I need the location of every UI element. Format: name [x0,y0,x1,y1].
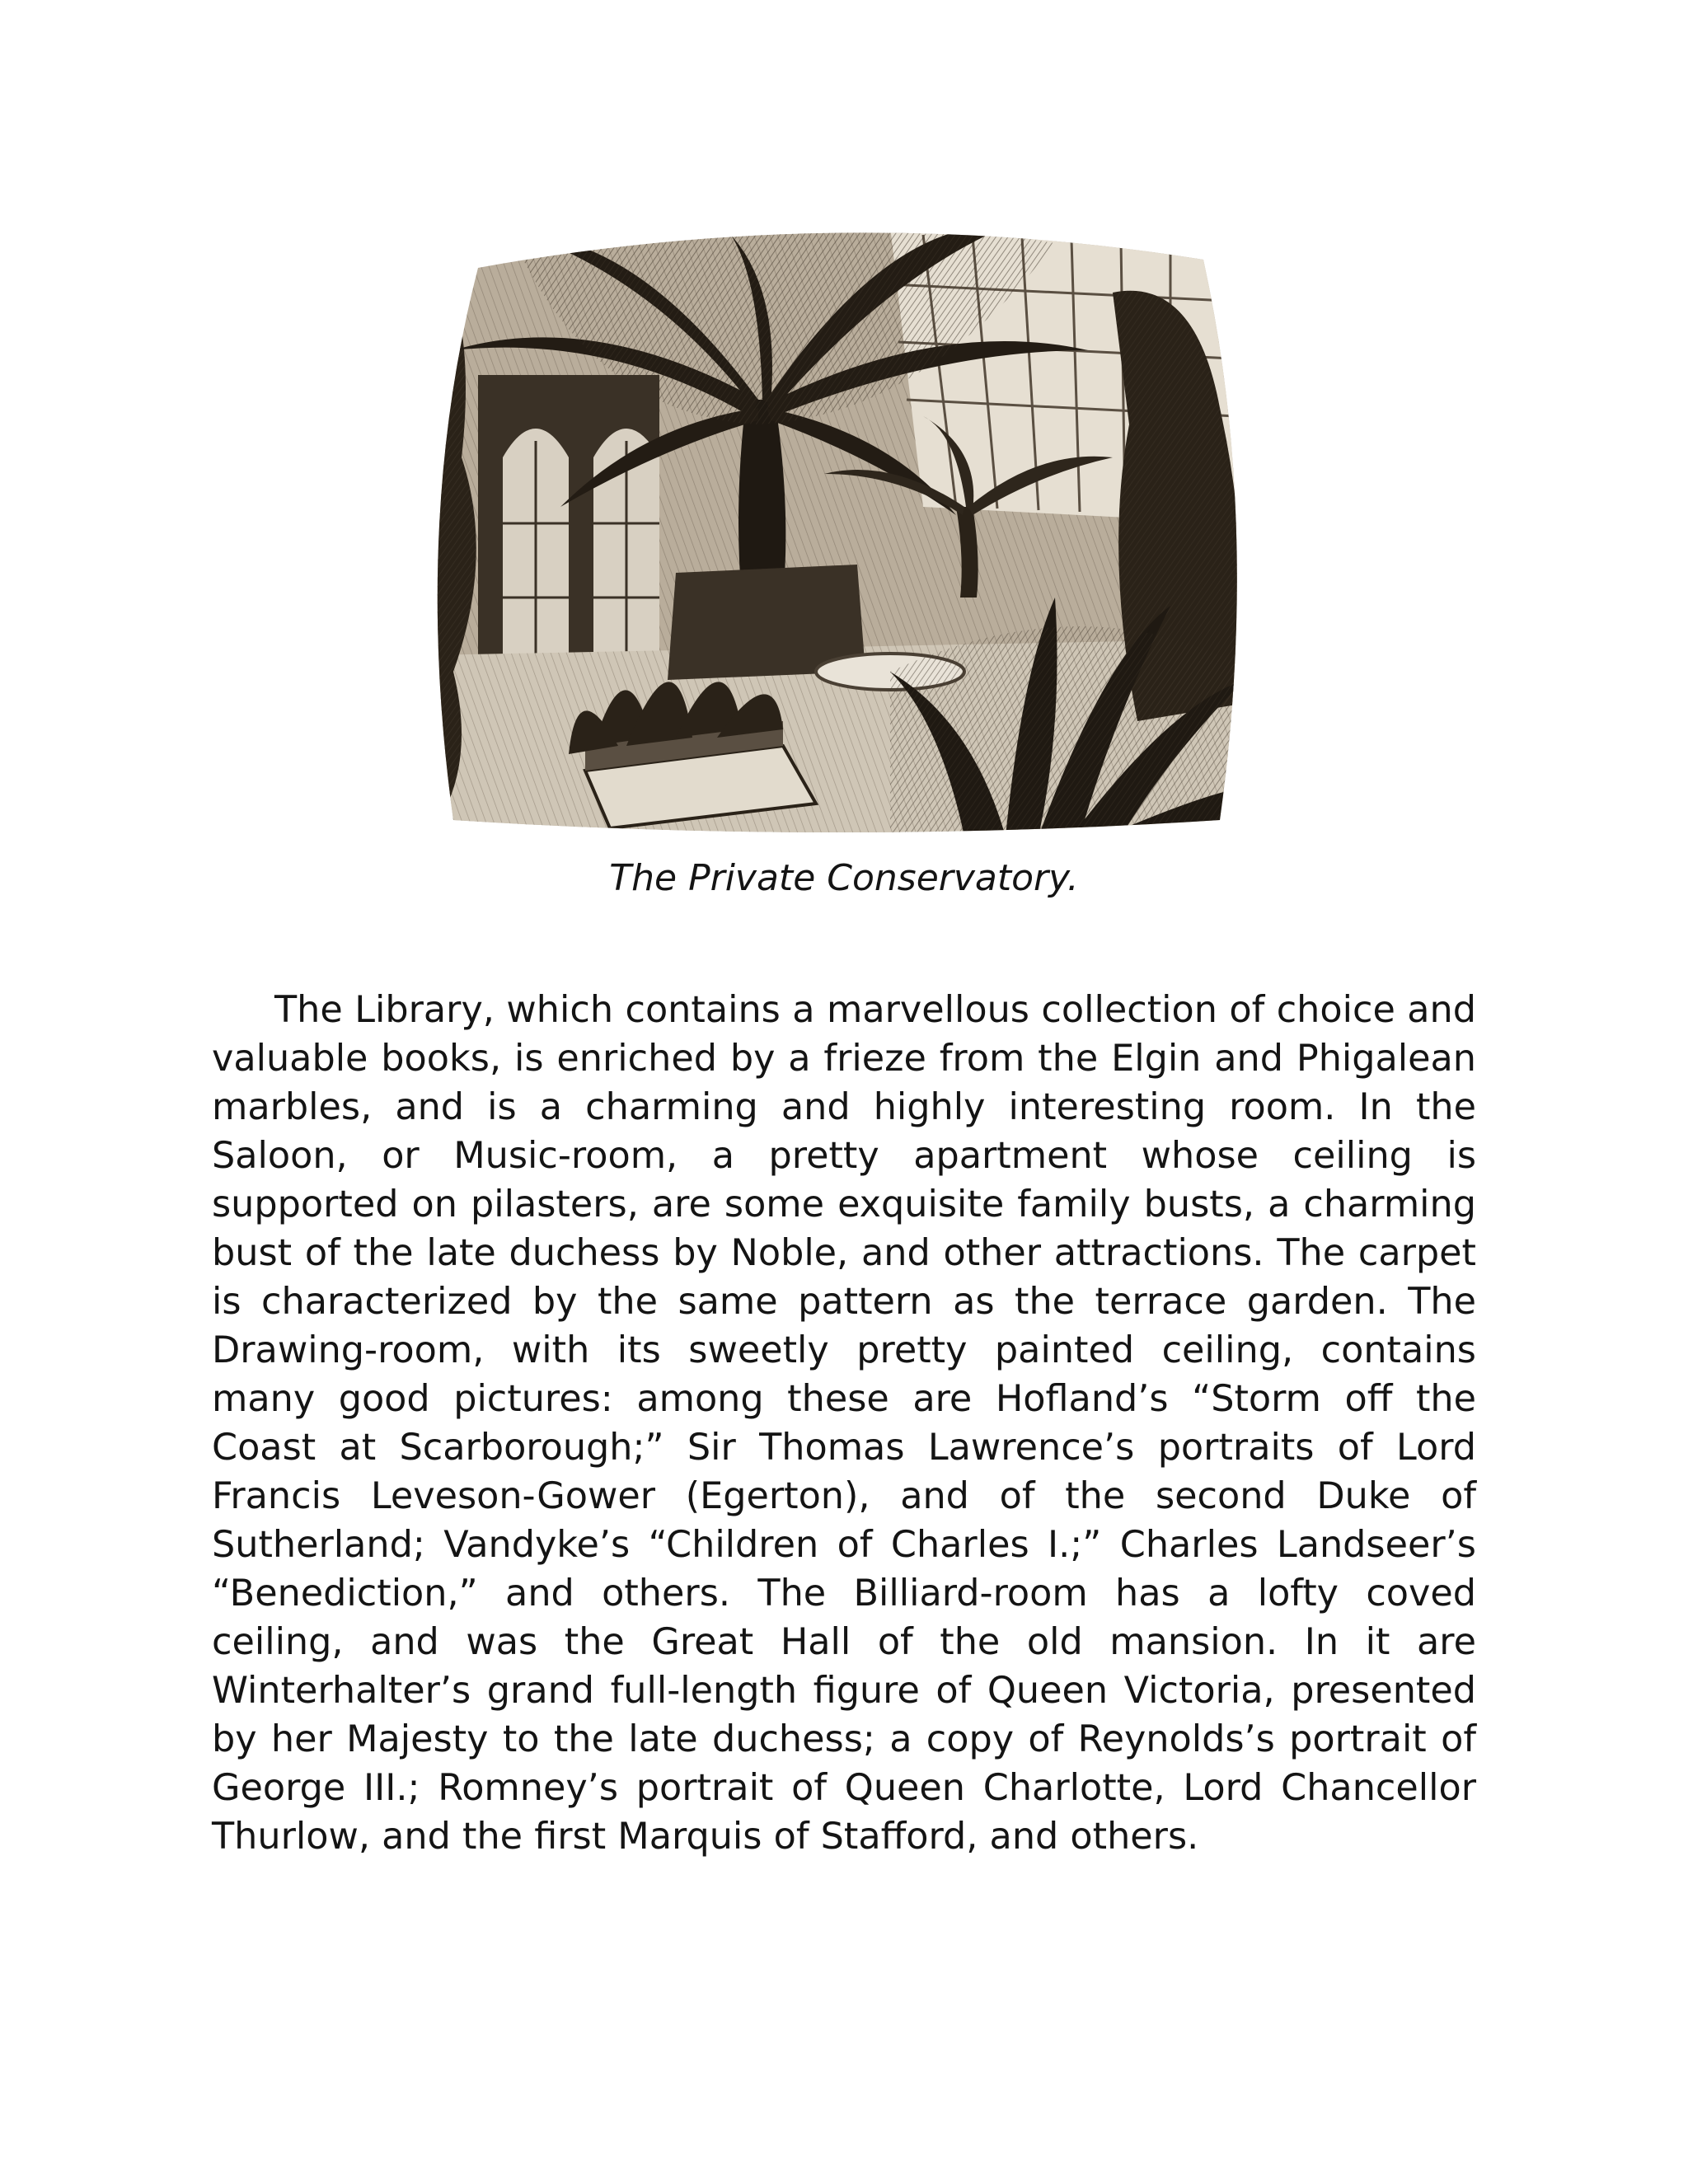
body-paragraph: The Library, which contains a marvellous collection of choice and valuable books, is enriched by a frieze from the Elgin and Phigalean marbles, and is a charming and highly interesting room. In the Saloon, or Music-room, a pretty apartment whose ceiling is supported on pilasters, are some exquisite family busts, a charming bust of the late duchess by Noble, and other attractions. The carpet is characterized by the same pattern as the terrace garden. The Drawing-room, with its sweetly pretty painted ceiling, contains many good pictures: among these are Hofland’s “Storm off the Coast at Scarborough;” Sir Thomas Lawrence’s portraits of Lord Francis Leveson-Gower (Egerton), and of the second Duke of Sutherland; Vandyke’s “Children of Charles I.;” Charles Landseer’s “Benediction,” and others. The Billiard-room has a lofty coved ceiling, and was the Great Hall of the old mansion. In it are Winterhalter’s grand full-length figure of Queen Victoria, presented by her Majesty to the late duchess; a copy of Reynolds’s portrait of George III.; Romney’s portrait of Queen Charlotte, Lord Chancellor Thurlow, and the first Marquis of Stafford, and others. [212,989,1476,1858]
conservatory-illustration [429,210,1253,837]
conservatory-engraving-image [429,210,1253,837]
figure-caption: The Private Conservatory. [609,857,1079,899]
